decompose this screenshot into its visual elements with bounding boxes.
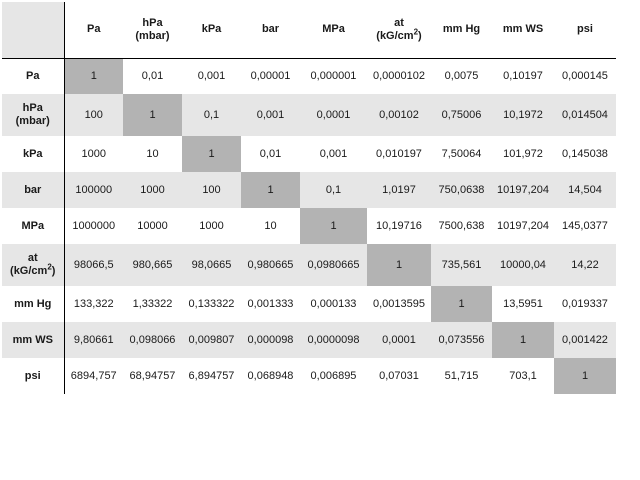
row-header-at: at $(kG/cm^2)$ <box>2 244 64 286</box>
table-cell: 98066,5 <box>64 244 123 286</box>
table-cell: 101,972 <box>492 136 554 172</box>
table-cell: 0,07031 <box>367 358 431 394</box>
corner-cell <box>2 2 64 58</box>
table-cell: 7500,638 <box>431 208 492 244</box>
identity-cell: 1 <box>241 172 300 208</box>
table-cell: 0,019337 <box>554 286 616 322</box>
table-cell: 10 <box>241 208 300 244</box>
table-cell: 9,80661 <box>64 322 123 358</box>
column-header-kpa: kPa <box>182 2 241 58</box>
row-header-mmws: mm WS <box>2 322 64 358</box>
table-row <box>2 172 616 208</box>
table-cell: 0,145038 <box>554 136 616 172</box>
column-header-pa: Pa <box>64 2 123 58</box>
table-cell: 14,504 <box>554 172 616 208</box>
column-header-mmhg: mm Hg <box>431 2 492 58</box>
table-cell: 1,0197 <box>367 172 431 208</box>
row-header-mpa: MPa <box>2 208 64 244</box>
table-cell: 1000 <box>64 136 123 172</box>
row-header-bar: bar <box>2 172 64 208</box>
column-header-at: at $(kG/cm^2)$ <box>367 2 431 58</box>
table-cell: 6,894757 <box>182 358 241 394</box>
table-cell: 6894,757 <box>64 358 123 394</box>
table-cell: 0,0980665 <box>300 244 367 286</box>
table-cell: 0,133322 <box>182 286 241 322</box>
identity-cell: 1 <box>492 322 554 358</box>
table-cell: 10 <box>123 136 182 172</box>
table-cell: 0,75006 <box>431 94 492 136</box>
row-header-pa: Pa <box>2 58 64 94</box>
table-cell: 750,0638 <box>431 172 492 208</box>
table-cell: 10000,04 <box>492 244 554 286</box>
row-header-mmhg: mm Hg <box>2 286 64 322</box>
table-cell: 0,000001 <box>300 58 367 94</box>
table-cell: 1000 <box>182 208 241 244</box>
identity-cell: 1 <box>431 286 492 322</box>
row-header-kpa: kPa <box>2 136 64 172</box>
table-cell: 703,1 <box>492 358 554 394</box>
table-cell: 100 <box>182 172 241 208</box>
table-cell: 0,01 <box>241 136 300 172</box>
table-cell: 51,715 <box>431 358 492 394</box>
table-cell: 1000 <box>123 172 182 208</box>
identity-cell: 1 <box>182 136 241 172</box>
table-cell: 0,0075 <box>431 58 492 94</box>
table-cell: 10197,204 <box>492 208 554 244</box>
table-row <box>2 358 616 394</box>
table-cell: 0,0013595 <box>367 286 431 322</box>
table-row <box>2 208 616 244</box>
table-cell: 980,665 <box>123 244 182 286</box>
table-row <box>2 322 616 358</box>
table-cell: 0,00001 <box>241 58 300 94</box>
table-cell: 0,000098 <box>241 322 300 358</box>
identity-cell: 1 <box>64 58 123 94</box>
table-cell: 0,001422 <box>554 322 616 358</box>
table-cell: 98,0665 <box>182 244 241 286</box>
header-row <box>2 2 616 58</box>
table-cell: 0,0001 <box>300 94 367 136</box>
table-cell: 735,561 <box>431 244 492 286</box>
table-cell: 0,001 <box>241 94 300 136</box>
identity-cell: 1 <box>554 358 616 394</box>
table-cell: 0,000133 <box>300 286 367 322</box>
table-cell: 1000000 <box>64 208 123 244</box>
table-cell: 0,001 <box>300 136 367 172</box>
table-cell: 68,94757 <box>123 358 182 394</box>
table-cell: 13,5951 <box>492 286 554 322</box>
table-row <box>2 286 616 322</box>
table-cell: 10197,204 <box>492 172 554 208</box>
row-header-psi: psi <box>2 358 64 394</box>
table-cell: 0,000145 <box>554 58 616 94</box>
table-cell: 0,001 <box>182 58 241 94</box>
table-cell: 0,073556 <box>431 322 492 358</box>
table-row <box>2 94 616 136</box>
column-header-mmws: mm WS <box>492 2 554 58</box>
identity-cell: 1 <box>123 94 182 136</box>
pressure-conversion-table <box>2 2 616 394</box>
table-cell: 0,014504 <box>554 94 616 136</box>
identity-cell: 1 <box>367 244 431 286</box>
column-header-hpa: hPa (mbar) <box>123 2 182 58</box>
table-cell: 10,19716 <box>367 208 431 244</box>
table-cell: 14,22 <box>554 244 616 286</box>
table-cell: 0,1 <box>300 172 367 208</box>
table-cell: 0,006895 <box>300 358 367 394</box>
table-cell: 100 <box>64 94 123 136</box>
table-cell: 0,1 <box>182 94 241 136</box>
table-row <box>2 244 616 286</box>
table-cell: 0,00102 <box>367 94 431 136</box>
table-cell: 10000 <box>123 208 182 244</box>
row-header-hpa: hPa (mbar) <box>2 94 64 136</box>
table-cell: 7,50064 <box>431 136 492 172</box>
table-row <box>2 58 616 94</box>
table-row <box>2 136 616 172</box>
table-cell: 0,010197 <box>367 136 431 172</box>
table-cell: 0,01 <box>123 58 182 94</box>
table-cell: 0,0001 <box>367 322 431 358</box>
column-header-bar: bar <box>241 2 300 58</box>
table-cell: 145,0377 <box>554 208 616 244</box>
table-cell: 1,33322 <box>123 286 182 322</box>
table-cell: 100000 <box>64 172 123 208</box>
table-cell: 0,009807 <box>182 322 241 358</box>
table-cell: 0,068948 <box>241 358 300 394</box>
table-cell: 10,1972 <box>492 94 554 136</box>
table-cell: 0,098066 <box>123 322 182 358</box>
table-cell: 133,322 <box>64 286 123 322</box>
table-cell: 0,001333 <box>241 286 300 322</box>
table-cell: 0,980665 <box>241 244 300 286</box>
column-header-psi: psi <box>554 2 616 58</box>
column-header-mpa: MPa <box>300 2 367 58</box>
table-cell: 0,0000098 <box>300 322 367 358</box>
table-cell: 0,10197 <box>492 58 554 94</box>
identity-cell: 1 <box>300 208 367 244</box>
table-cell: 0,0000102 <box>367 58 431 94</box>
